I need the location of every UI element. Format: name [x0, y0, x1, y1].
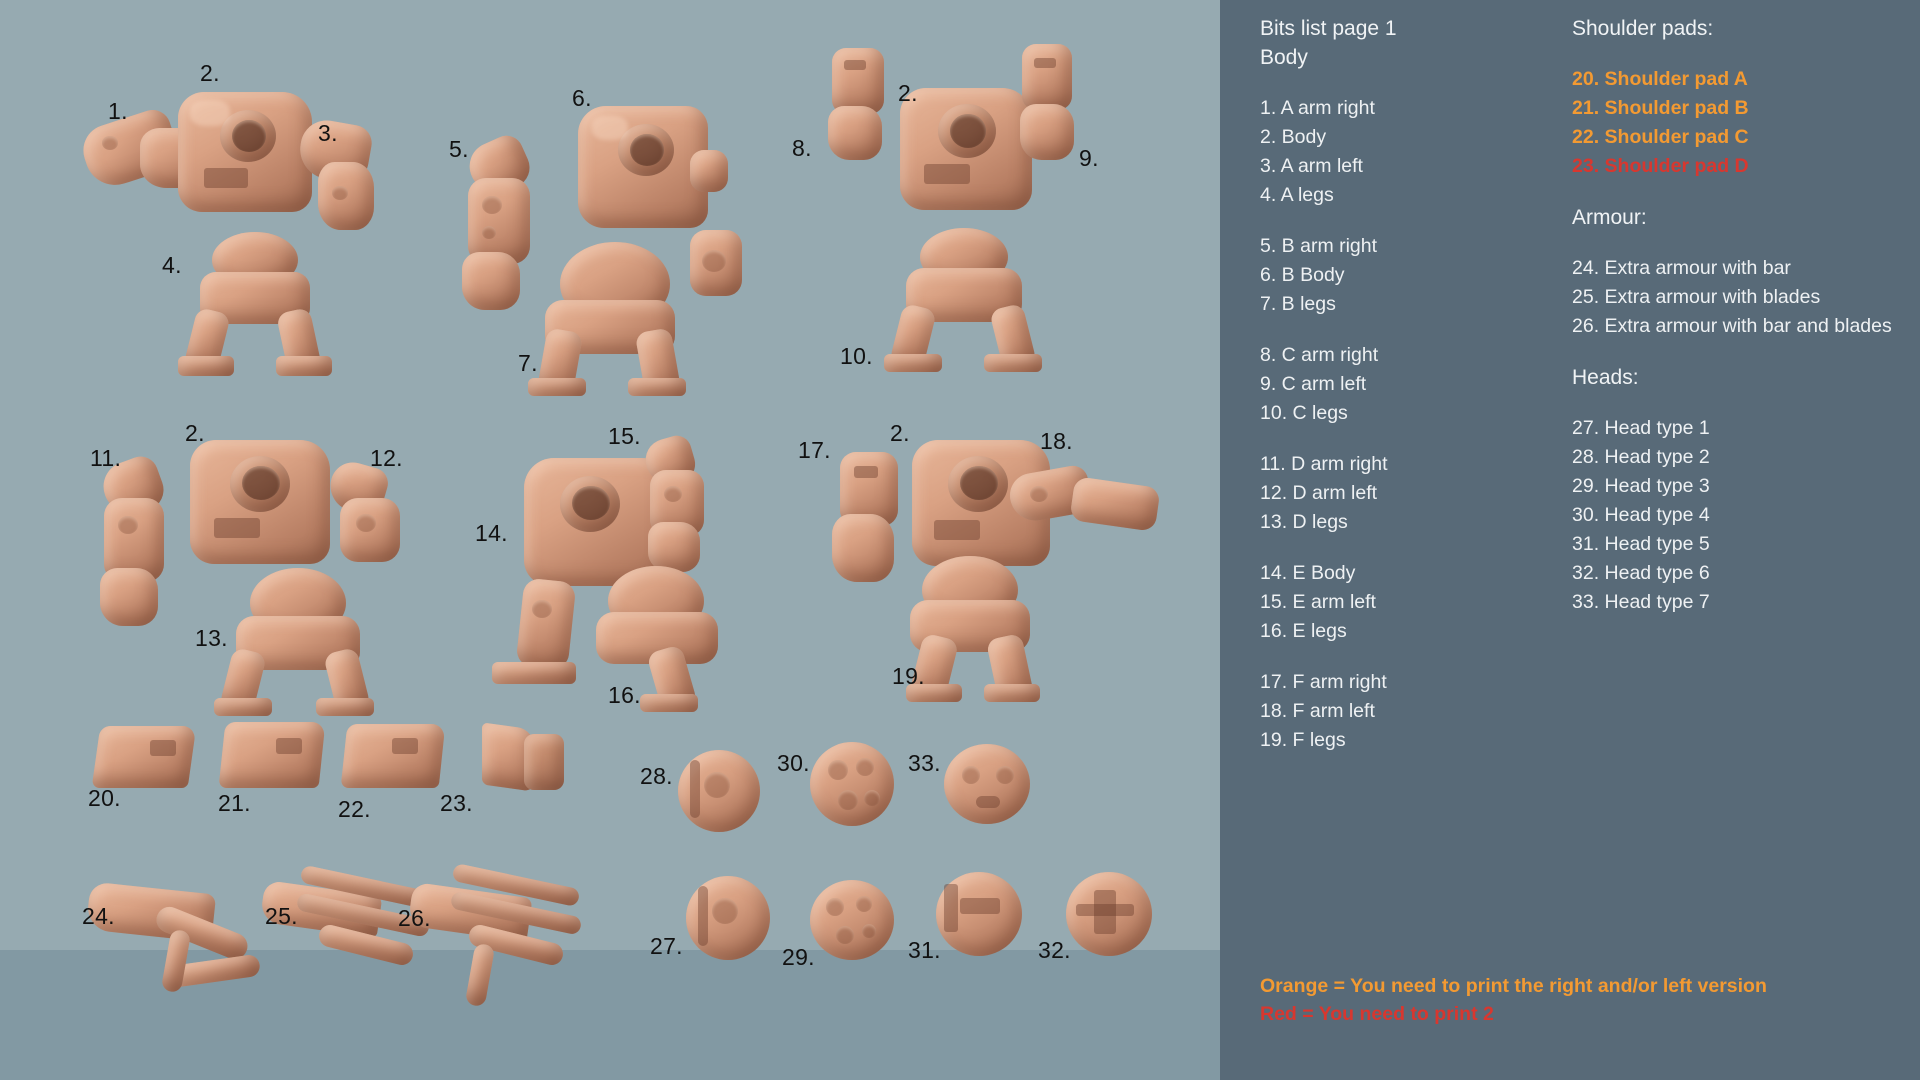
- part-number-label: 16.: [608, 682, 641, 708]
- part-number-label: 20.: [88, 785, 121, 811]
- part-number-label: 11.: [90, 445, 122, 471]
- bits-list-item: 30. Head type 4: [1572, 504, 1710, 526]
- bits-list-item: 5. B arm right: [1260, 235, 1378, 257]
- part-number-label: 21.: [218, 790, 251, 816]
- bits-list-item: 22. Shoulder pad C: [1572, 126, 1749, 148]
- part-number-label: 9.: [1079, 145, 1099, 171]
- bits-list-item: 9. C arm left: [1260, 373, 1367, 395]
- bits-list-item: 2. Body: [1260, 126, 1327, 148]
- bits-list-item: 17. F arm right: [1260, 671, 1387, 693]
- bits-list-column-left: [1260, 14, 1560, 755]
- bits-list-item: 24. Extra armour with bar: [1572, 257, 1791, 279]
- legend: [1260, 972, 1880, 1028]
- part-number-label: 14.: [475, 520, 508, 546]
- bits-list-item: 31. Head type 5: [1572, 533, 1710, 555]
- bits-list-item: 12. D arm left: [1260, 482, 1378, 504]
- left-group-list: [1260, 94, 1560, 755]
- bits-list-item: 11. D arm right: [1260, 453, 1388, 475]
- part-number-label: 4.: [162, 252, 182, 278]
- part-number-label: 2.: [200, 60, 220, 86]
- part-number-label: 10.: [840, 343, 873, 369]
- part-number-label: 17.: [798, 437, 831, 463]
- legend-orange: Orange = You need to print the right and/or left version: [1260, 975, 1767, 997]
- page-title: Bits list page 1: [1260, 17, 1397, 40]
- bits-list-item: 18. F arm left: [1260, 700, 1375, 722]
- legend-red: Red = You need to print 2: [1260, 1003, 1494, 1025]
- bits-list-item: 3. A arm left: [1260, 155, 1363, 177]
- part-number-label: 22.: [338, 796, 371, 822]
- group-heading: Heads:: [1572, 366, 1639, 389]
- group-heading: Armour:: [1572, 206, 1647, 229]
- bits-list-text-panel: [1220, 0, 1920, 1080]
- bits-list-item: 7. B legs: [1260, 293, 1336, 315]
- part-number-label: 27.: [650, 933, 683, 959]
- part-number-label: 12.: [370, 445, 403, 471]
- bits-list-item: 28. Head type 2: [1572, 446, 1710, 468]
- bits-list-item: 10. C legs: [1260, 402, 1348, 424]
- bits-list-item: 25. Extra armour with blades: [1572, 286, 1821, 308]
- part-number-label: 31.: [908, 937, 941, 963]
- right-group-list: [1572, 14, 1892, 617]
- bits-list-item: 13. D legs: [1260, 511, 1348, 533]
- part-number-label: 3.: [318, 120, 338, 146]
- bits-list-item: 19. F legs: [1260, 729, 1346, 751]
- bits-list-item: 21. Shoulder pad B: [1572, 97, 1749, 119]
- part-number-label: 13.: [195, 625, 228, 651]
- bits-list-column-right: [1572, 14, 1892, 617]
- part-number-label: 2.: [898, 80, 918, 106]
- part-number-label: 7.: [518, 350, 538, 376]
- bits-list-item: 8. C arm right: [1260, 344, 1379, 366]
- page-subtitle: Body: [1260, 46, 1308, 69]
- part-number-label: 6.: [572, 85, 592, 111]
- part-number-label: 19.: [892, 663, 925, 689]
- bits-list-item: 23. Shoulder pad D: [1572, 155, 1749, 177]
- part-number-label: 8.: [792, 135, 812, 161]
- bits-list-item: 4. A legs: [1260, 184, 1334, 206]
- part-number-label: 1.: [108, 98, 128, 124]
- bits-list-item: 32. Head type 6: [1572, 562, 1710, 584]
- part-number-label: 5.: [449, 136, 469, 162]
- bits-list-item: 20. Shoulder pad A: [1572, 68, 1748, 90]
- part-number-label: 25.: [265, 903, 298, 929]
- part-number-label: 2.: [185, 420, 205, 446]
- part-number-label: 29.: [782, 944, 815, 970]
- bits-list-item: 26. Extra armour with bar and blades: [1572, 315, 1892, 337]
- bits-list-item: 27. Head type 1: [1572, 417, 1710, 439]
- part-number-label: 30.: [777, 750, 810, 776]
- bits-list-item: 1. A arm right: [1260, 97, 1375, 119]
- part-number-label: 26.: [398, 905, 431, 931]
- part-number-label: 18.: [1040, 428, 1073, 454]
- part-number-label: 2.: [890, 420, 910, 446]
- bits-list-item: 14. E Body: [1260, 562, 1356, 584]
- part-number-label: 24.: [82, 903, 115, 929]
- part-number-label: 32.: [1038, 937, 1071, 963]
- part-number-label: 28.: [640, 763, 673, 789]
- part-number-label: 15.: [608, 423, 641, 449]
- part-number-label: 33.: [908, 750, 941, 776]
- part-number-label: 23.: [440, 790, 473, 816]
- bits-list-item: 33. Head type 7: [1572, 591, 1710, 613]
- bits-list-item: 29. Head type 3: [1572, 475, 1710, 497]
- bits-list-item: 6. B Body: [1260, 264, 1345, 286]
- group-heading: Shoulder pads:: [1572, 17, 1714, 40]
- bits-list-item: 15. E arm left: [1260, 591, 1376, 613]
- bits-list-item: 16. E legs: [1260, 620, 1347, 642]
